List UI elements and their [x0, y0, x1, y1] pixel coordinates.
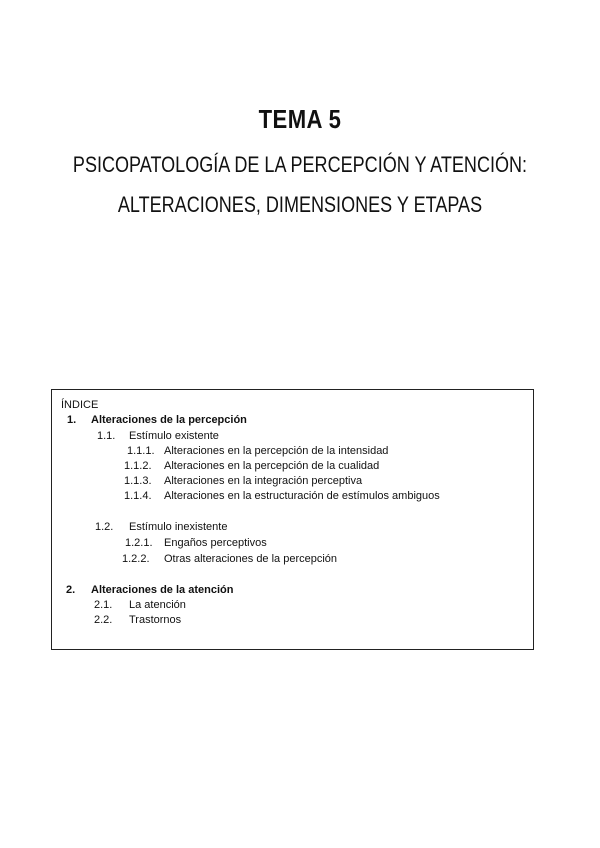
title-block — [0, 104, 600, 225]
toc-number: 1.2.2. — [122, 553, 150, 565]
toc-heading: ÍNDICE — [61, 399, 99, 411]
subtitle-line-1: PSICOPATOLOGÍA DE LA PERCEPCIÓN Y ATENCIÓN: — [72, 152, 528, 177]
toc-number: 1. — [67, 414, 77, 426]
document-subtitle — [54, 145, 546, 225]
toc-item: Estímulo existente — [129, 430, 219, 442]
toc-number: 2.2. — [94, 614, 113, 626]
toc-item: Alteraciones en la estructuración de estímulos ambiguos — [164, 490, 440, 502]
toc-number: 1.2.1. — [125, 537, 153, 549]
subtitle-line-2: ALTERACIONES, DIMENSIONES Y ETAPAS — [117, 192, 483, 217]
table-of-contents — [51, 389, 534, 650]
toc-number: 1.1. — [97, 430, 116, 442]
toc-item: Alteraciones en la percepción de la intensidad — [164, 445, 389, 457]
toc-item: Alteraciones de la atención — [91, 584, 234, 596]
toc-item: Alteraciones en la integración perceptiva — [164, 475, 363, 487]
toc-number: 1.1.3. — [124, 475, 152, 487]
toc-number: 1.1.4. — [124, 490, 152, 502]
toc-item: Estímulo inexistente — [129, 521, 228, 533]
toc-number: 1.1.2. — [124, 460, 152, 472]
toc-item: Alteraciones en la percepción de la cualidad — [164, 460, 380, 472]
toc-item: Otras alteraciones de la percepción — [164, 553, 338, 565]
toc-item: La atención — [129, 599, 186, 611]
document-title: TEMA 5 — [258, 104, 342, 134]
toc-item: Engaños perceptivos — [164, 537, 267, 549]
toc-item: Trastornos — [129, 614, 182, 626]
toc-number: 2. — [66, 584, 76, 596]
toc-number: 1.2. — [95, 521, 114, 533]
toc-number: 1.1.1. — [127, 445, 155, 457]
toc-number: 2.1. — [94, 599, 113, 611]
toc-item: Alteraciones de la percepción — [91, 414, 247, 426]
